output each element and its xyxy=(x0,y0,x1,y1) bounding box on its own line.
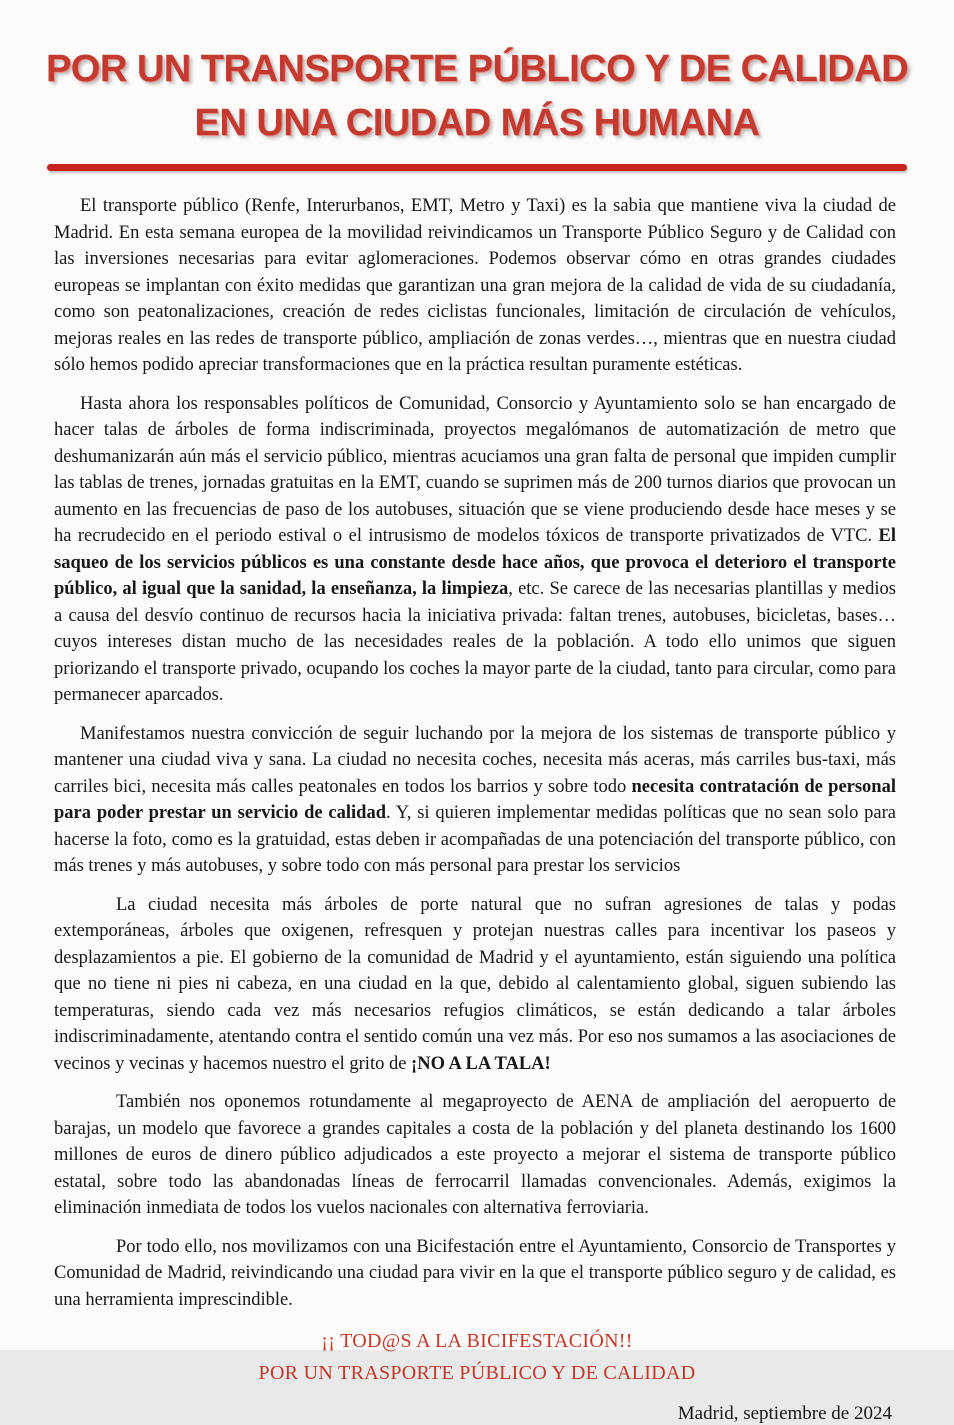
bold-text-segment: El saqueo de los servicios públicos es una constante desde hace años, que provoca el deterioro el transporte público, al igual que la sanidad, la enseñanza, la limpieza xyxy=(54,526,896,599)
call-to-action-line2: POR UN TRASPORTE PÚBLICO Y DE CALIDAD xyxy=(258,1362,696,1384)
document-title xyxy=(40,42,914,150)
paragraph-critica-politicos xyxy=(54,391,896,709)
text-segment: La ciudad necesita más árboles de porte natural que no sufran agresiones de talas y podas extemporáneas, árboles que oxigenen, refresquen y protejan nuestras calles para incentivar los paseos y desplazamientos a pie. El gobierno de la comunidad de Madrid y el ayuntamiento, están siguiendo una política que no tiene ni pies ni cabeza, en una ciudad en la que, debido al calentamiento global, siguen subiendo las temperaturas, siendo cada vez más necesarios refugios climáticos, se están dedicando a talar árboles indiscriminadamente, atentando contra el sentido común una vez más. Por eso nos sumamos a las asociaciones de vecinos y vecinas y hacemos nuestro el grito de xyxy=(54,894,896,1074)
text-segment: . Y, si quieren implementar medidas políticas que no sean solo para hacerse la foto, como es la gratuidad, estas deben ir acompañadas de una potenciación del transporte público, con más trenes y más autobuses, y sobre todo con más personal para prestar los servicios xyxy=(54,803,897,876)
document-title-line1: POR UN TRANSPORTE PÚBLICO Y DE CALIDAD xyxy=(45,48,909,90)
text-segment: Hasta ahora los responsables políticos de Comunidad, Consorcio y Ayuntamiento solo se han encargado de hacer talas de árboles de forma indiscriminada, proyectos megalómanos de automatización de metro que deshumanizarán aún más el servicio público, mientras acuciamos una gran falta de personal que impiden cumplir las tablas de trenes, jornadas gratuitas en la EMT, cuando se suprimen más de 200 turnos diarios que provocan un aumento en las frecuencias de paso de los autobuses, situación que se viene produciendo desde hace meses y se ha recrudecido en el periodo estival o el intrusismo de modelos tóxicos de transporte privatizados de VTC. xyxy=(54,393,896,546)
call-to-action-line1: ¡¡ TOD@S A LA BICIFESTACIÓN!! xyxy=(321,1330,633,1352)
paragraph-conviccion xyxy=(54,721,896,880)
paragraph-arboles xyxy=(54,892,896,1078)
call-to-action xyxy=(0,1325,954,1389)
text-segment: Por todo ello, nos movilizamos con una Bicifestación entre el Ayuntamiento, Consorcio de Transportes y Comunidad de Madrid, reivindicando una ciudad para vivir en la que el transporte público seguro y de calidad, es una herramienta imprescindible. xyxy=(54,1236,896,1310)
document-title-line2: EN UNA CIUDAD MÁS HUMANA xyxy=(194,102,760,144)
bold-text-segment: ¡NO A LA TALA! xyxy=(411,1053,551,1074)
paragraph-aena xyxy=(54,1089,896,1222)
text-segment: El transporte público (Renfe, Interurbanos, EMT, Metro y Taxi) es la sabia que mantiene viva la ciudad de Madrid. En esta semana europea de la movilidad reivindicamos un Transporte Público Seguro y de Calidad con las inversiones necesarias para evitar aglomeraciones. Podemos observar cómo en otras grandes ciudades europeas se implantan con éxito medidas que garantizan una gran mejora de la calidad de vida de su ciudadanía, como son peatonalizaciones, creación de redes ciclistas funcionales, limitación de circulación de vehículos, mejoras reales en las redes de transporte público, ampliación de zonas verdes…, mientras que en nuestra ciudad sólo hemos podido apreciar transformaciones que en la práctica resultan puramente estéticas. xyxy=(54,196,896,375)
title-divider-rule xyxy=(47,164,907,171)
bold-text-segment: necesita contratación de personal para poder prestar un servicio de calidad xyxy=(54,776,896,823)
text-segment: Manifestamos nuestra convicción de seguir luchando por la mejora de los sistemas de transporte público y mantener una ciudad viva y sana. La ciudad no necesita coches, necesita más aceras, más carriles bus-taxi, más carriles bici, necesita más calles peatonales en todos los barrios y sobre todo xyxy=(54,723,896,797)
text-segment: También nos oponemos rotundamente al megaproyecto de AENA de ampliación del aeropuerto de barajas, un modelo que favorece a grandes capitales a costa de la población y del planeta destinando los 1600 millones de euros de dinero público adjudicados a este proyecto a mejorar el sistema de transporte público estatal, sobre todo las abandonadas líneas de ferrocarril llamadas convencionales. Además, exigimos la eliminación inmediata de todos los vuelos nacionales con alternativa ferroviaria. xyxy=(54,1092,896,1218)
dateline: Madrid, septiembre de 2024 xyxy=(677,1403,892,1424)
text-segment: , etc. Se carece de las necesarias plantillas y medios a causa del desvío continuo de recursos hacia la iniciativa privada: faltan trenes, autobuses, bicicletas, bases… cuyos intereses distan mucho de las necesidades reales de la población. A todo ello unimos que siguen priorizando el transporte privado, ocupando los coches la mayor parte de la ciudad, tanto para circular, como para permanecer aparcados. xyxy=(54,579,896,705)
paragraph-intro xyxy=(54,193,896,379)
paragraph-bicifestacion xyxy=(54,1234,896,1314)
document-body xyxy=(54,193,896,1313)
